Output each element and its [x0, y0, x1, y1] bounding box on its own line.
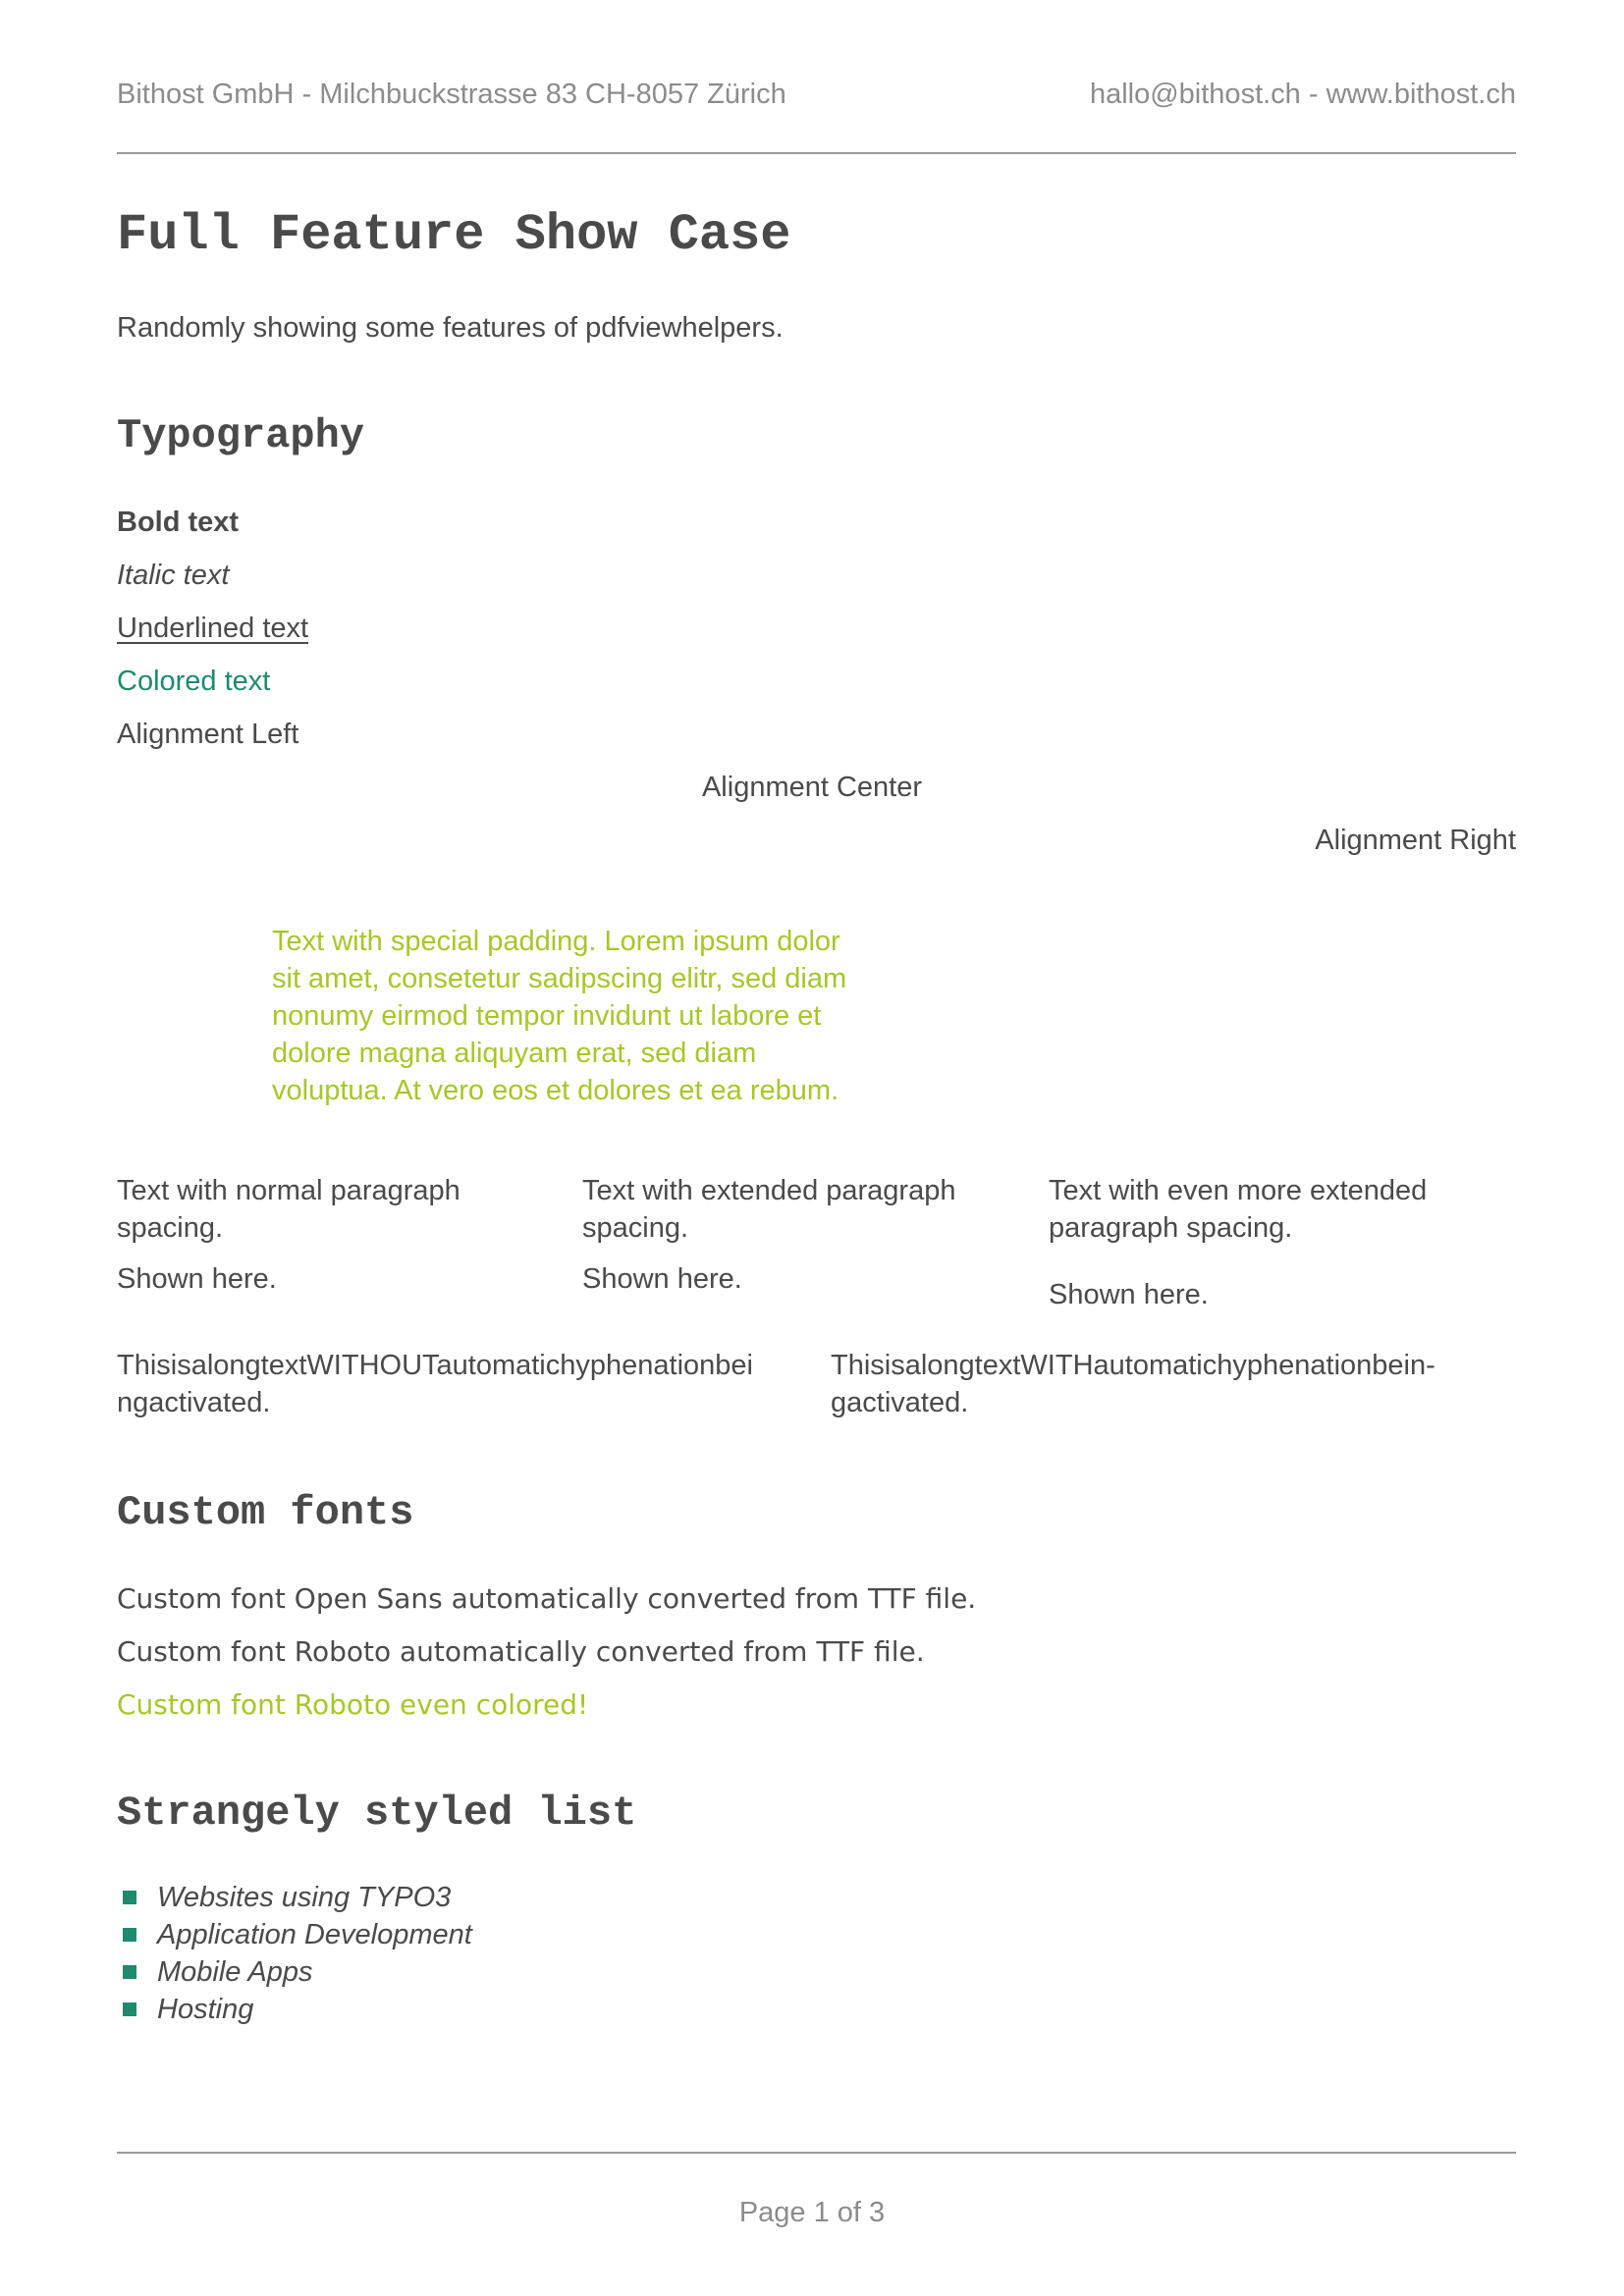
list-item: Websites using TYPO3 — [123, 1879, 472, 1916]
styled-list — [123, 1879, 472, 2028]
typography-heading: Typography — [117, 412, 365, 459]
alignment-right-text: Alignment Right — [1315, 825, 1516, 856]
square-bullet-icon — [123, 1891, 136, 1904]
padded-text-block: Text with special padding. Lorem ipsum dolor sit amet, consetetur sadipscing elitr, sed diam nonumy eirmod tempor invidunt ut labore et dolore magna aliquyam erat, sed diam voluptua. At vero eos et dolores et ea rebum. — [272, 926, 847, 1106]
normal-spacing-column: Text with normal paragraph spacing. Shown here. — [117, 1175, 460, 1295]
footer-divider — [117, 2152, 1516, 2154]
underlined-text: Underlined text — [117, 613, 309, 644]
header-contact: hallo@bithost.ch - www.bithost.ch — [1089, 79, 1516, 110]
page-title: Full Feature Show Case — [117, 206, 791, 264]
custom-font-open-sans-text: Custom font Open Sans automatically converted from TTF file. — [117, 1582, 977, 1615]
extended-spacing-column: Text with extended paragraph spacing. Shown here. — [582, 1175, 956, 1295]
italic-text: Italic text — [117, 560, 230, 591]
alignment-left-text: Alignment Left — [117, 719, 299, 750]
bold-text: Bold text — [117, 507, 240, 538]
custom-font-roboto-colored-text: Custom font Roboto even colored! — [117, 1688, 589, 1721]
intro-text: Randomly showing some features of pdfviewhelpers. — [117, 312, 784, 344]
header-address: Bithost GmbH - Milchbuckstrasse 83 CH-8057 Zürich — [117, 79, 786, 110]
more-extended-spacing-column: Text with even more extended paragraph spacing. Shown here. — [1049, 1175, 1428, 1310]
page-number: Page 1 of 3 — [738, 2197, 886, 2228]
hyphenation-off-text: ThisisalongtextWITHOUTautomatichyphenationbei ngactivated. — [117, 1350, 753, 1418]
list-item: Hosting — [123, 1991, 472, 2028]
square-bullet-icon — [123, 2002, 136, 2016]
list-item: Application Development — [123, 1916, 472, 1953]
square-bullet-icon — [123, 1928, 136, 1942]
alignment-center-text: Alignment Center — [701, 772, 923, 803]
header-divider — [117, 152, 1516, 154]
colored-text: Colored text — [117, 666, 271, 697]
custom-fonts-heading: Custom fonts — [117, 1489, 414, 1536]
list-heading: Strangely styled list — [117, 1789, 637, 1837]
hyphenation-on-text: ThisisalongtextWITHautomatichyphenationbein- gactivated. — [831, 1350, 1435, 1418]
square-bullet-icon — [123, 1965, 136, 1979]
list-item: Mobile Apps — [123, 1953, 472, 1991]
custom-font-roboto-text: Custom font Roboto automatically converted from TTF file. — [117, 1635, 925, 1668]
